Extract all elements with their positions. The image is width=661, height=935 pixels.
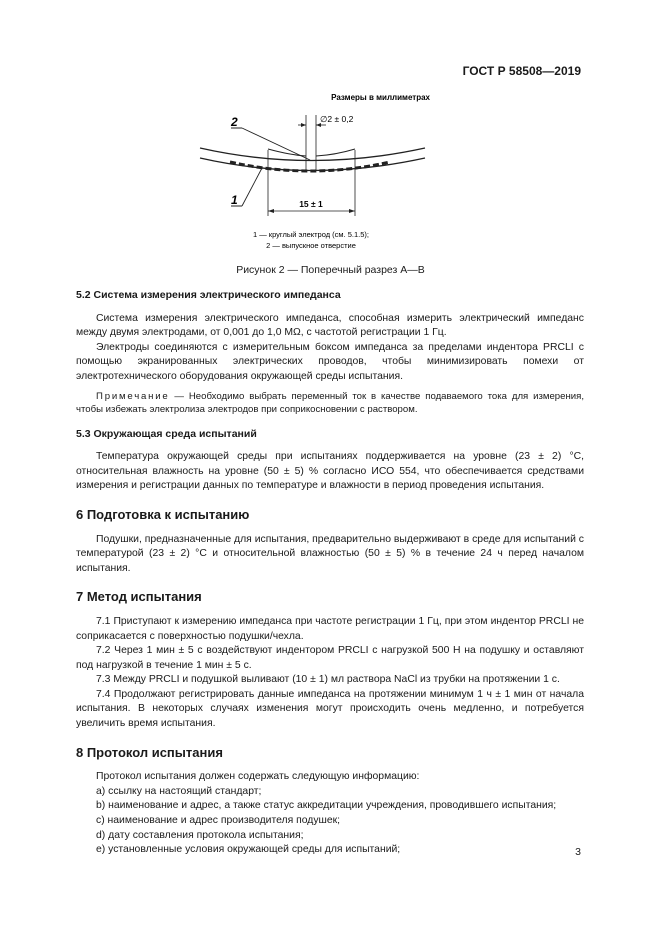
dims-note: Размеры в миллиметрах — [331, 93, 430, 102]
list-item: а) ссылку на настоящий стандарт; — [96, 785, 262, 797]
section-8-title: 8 Протокол испытания — [76, 744, 223, 760]
section-5-2-note — [76, 390, 584, 417]
cross-section-drawing — [190, 88, 440, 266]
label-1: 1 — [231, 193, 238, 207]
list-item: b) наименование и адрес, а также статус аккредитации учреждения, проводившего испытания; — [96, 800, 557, 812]
section-5-2-title: 5.2 Система измерения электрического импеданса — [76, 289, 341, 301]
section-5-2-p1: Система измерения электрического импеданса, способная измерить электрический импеданс между двумя электродами, от 0,001 до 1,0 MΩ, с частотой регистрации 1 Гц. — [76, 312, 584, 339]
section-5-3-p1: Температура окружающей среды при испытаниях поддерживается на уровне (23 ± 2) °С, относительная влажность на уровне (50 ± 5) % согласно ИСО 554, что обеспечивается средствами измерения и регистрации данных по температуре и влажности в период проведения испытания. — [76, 451, 584, 492]
section-5-3-title: 5.3 Окружающая среда испытаний — [76, 427, 257, 440]
section-6-p1: Подушки, предназначенные для испытания, предварительно выдерживают в среде для испытаний с температурой (23 ± 2) °С и относительной влажностью (50 ± 5) % в течение 24 ч перед началом испытания. — [76, 533, 584, 574]
figure-caption: Рисунок 2 — Поперечный разрез А—В — [236, 264, 425, 276]
legend-1: 1 — круглый электрод (см. 5.1.5); — [252, 230, 370, 239]
section-7-p2: 7.2 Через 1 мин ± 5 с воздействуют индентором PRCLI с нагрузкой 500 Н на подушку и оставляют под нагрузкой в течение 1 мин ± 5 с. — [76, 645, 584, 671]
dim-small: ∅2 ± 0,2 — [320, 114, 354, 124]
note-label: Примечание — [96, 390, 170, 402]
list-item: c) наименование и адрес производителя подушек; — [96, 815, 341, 827]
page-number: 3 — [575, 846, 581, 858]
list-item: e) установленные условия окружающей среды для испытаний; — [96, 844, 401, 856]
document-body — [76, 288, 584, 858]
list-item: d) дату составления протокола испытания; — [96, 829, 304, 841]
document-id: ГОСТ Р 58508—2019 — [462, 64, 581, 78]
note-text: — Необходимо выбрать переменный ток в качестве подаваемого тока для измерения, чтобы избежать электролиза электродов при соприкосновении с раствором. — [76, 390, 584, 416]
section-7-p3: 7.3 Между PRCLI и подушкой выливают (10 ± 1) мл раствора NaCl из трубки на протяжении 1 с. — [96, 674, 560, 686]
legend-2: 2 — выпускное отверстие — [266, 241, 356, 250]
section-7-p1: 7.1 Приступают к измерению импеданса при частоте регистрации 1 Гц, при этом индентор PRCLI не соприкасается с поверхностью подушки/чехла. — [76, 615, 584, 642]
section-7-p4: 7.4 Продолжают регистрировать данные импеданса на протяжении минимум 1 ч ± 1 мин от начала испытания. В некоторых случаях изменения могут происходить очень медленно, и потребуется увеличить время испытания. — [76, 688, 584, 730]
section-5-2-p2: Электроды соединяются с измерительным боксом импеданса за пределами индентора PRCLI с помощью экранированных электрических проводов, чтобы минимизировать помехи от электротехнического оборудования окружающей среды испытания. — [76, 341, 584, 382]
cross-section-figure — [190, 88, 440, 266]
label-2: 2 — [231, 115, 238, 129]
section-6-title: 6 Подготовка к испытанию — [76, 506, 250, 522]
dim-large: 15 ± 1 — [299, 199, 323, 209]
section-8-intro: Протокол испытания должен содержать следующую информацию: — [96, 771, 420, 783]
section-7-title: 7 Метод испытания — [76, 589, 202, 605]
